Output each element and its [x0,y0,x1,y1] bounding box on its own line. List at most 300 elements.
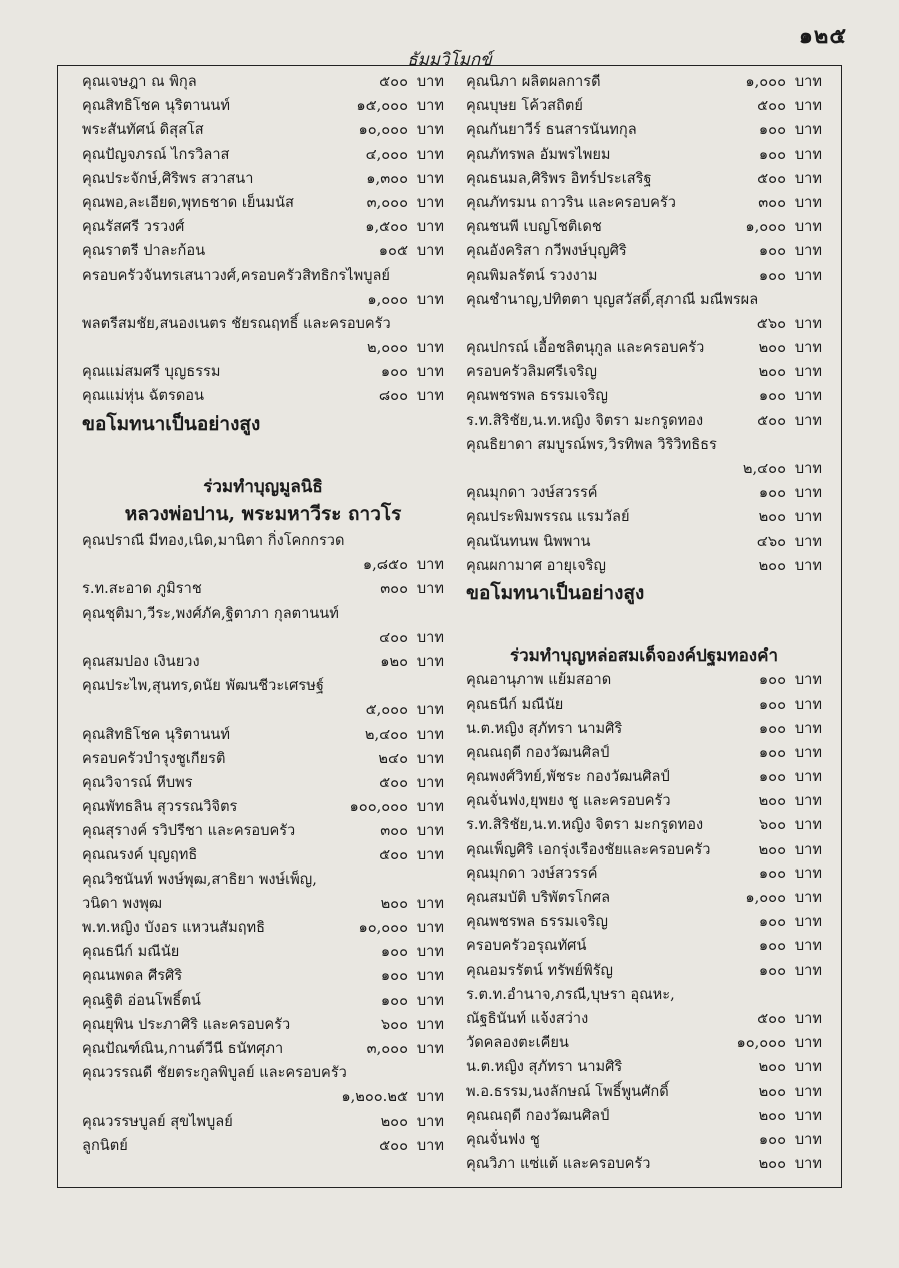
donor-name: ร.ท.สิริชัย,น.ท.หญิง จิตรา มะกรูดทอง [466,816,704,834]
donor-name: คุณฐิติ อ่อนโพธิ์ตน์ [82,991,201,1009]
donation-amount: ๑๒๐ [380,652,408,670]
donor-name: ร.ท.สิริชัย,น.ท.หญิง จิตรา มะกรูดทอง [466,411,704,429]
donor-row [82,626,444,650]
currency-label: บาท [416,798,444,816]
donor-row [82,723,444,747]
donor-name [82,336,361,360]
currency-label: บาท [794,339,822,357]
donor-row [466,717,822,741]
donor-row [82,868,444,892]
currency-label: บาท [416,894,444,912]
donation-amount: ๑๐๐ [758,266,786,284]
donation-amount: ๑,๘๕๐ [362,556,408,574]
donor-name: คุณธนมล,ศิริพร อิทร์ประเสริฐ [466,169,652,187]
donation-amount: ๒,๔๐๐ [742,460,786,477]
donor-row [82,964,444,988]
donation-amount: ๒๐๐ [380,894,408,912]
donor-row [466,409,822,433]
currency-label: บาท [416,1039,444,1057]
donor-row [466,1031,822,1055]
donor-name: พ.อ.ธรรม,นงลักษณ์ โพธิ์พูนศักดิ์ [466,1082,669,1100]
donor-name: คุณสิทธิโชค นุริตานนท์ [82,725,230,743]
currency-label: บาท [794,411,822,429]
section-heading: ร่วมทำบุญมูลนิธิ [203,476,323,497]
donor-name: คุณวรรษบูลย์ สุขไพบูลย์ [82,1112,233,1130]
donor-row [466,457,822,481]
donor-row [466,360,822,384]
donor-row [466,934,822,958]
donor-name [82,553,357,577]
donor-row [82,843,444,867]
currency-label: บาท [794,719,822,737]
donation-amount: ๑๐๐ [758,743,786,761]
currency-label: บาท [416,822,444,840]
currency-label: บาท [416,121,444,139]
left-column [82,70,444,1158]
donor-name: คุณวิชนันท์ พงษ์พุฒ,สาธิยา พงษ์เพ็ญ, [82,870,317,888]
currency-label: บาท [794,460,822,477]
donation-amount: ๑๐๐ [758,387,786,405]
currency-label: บาท [416,290,444,308]
donor-name: ครอบครัวอรุณทัศน์ [466,937,587,955]
donor-name: ร.ท.สะอาด ภูมิราช [82,580,202,598]
donor-name: คุณพงศ์วิทย์,พัชระ กองวัฒนศิลป์ [466,768,670,786]
donor-name: คุณสมปอง เงินยวง [82,652,200,670]
donation-amount: ๓๐๐ [380,822,408,840]
currency-label: บาท [794,218,822,236]
currency-label: บาท [794,97,822,115]
donor-name: คุณประพิมพรรณ แรมวัลย์ [466,508,630,526]
currency-label: บาท [794,913,822,931]
donation-amount: ๑๐๐ [758,671,786,689]
currency-label: บาท [794,695,822,713]
donor-row [82,602,444,626]
donor-name: คุณประจักษ์,ศิริพร สวาสนา [82,169,254,187]
donor-row [466,959,822,983]
donor-row [82,167,444,191]
currency-label: บาท [794,73,822,90]
donation-amount: ๒๔๐ [378,749,408,767]
donor-name: คุณณฤดี กองวัฒนศิลป์ [466,1106,610,1124]
donor-row [82,312,444,336]
currency-label: บาท [416,363,444,381]
section-heading: หลวงพ่อปาน, พระมหาวีระ ถาวโร [124,503,402,525]
donor-name: คุณเจษฎา ณ พิกุล [82,73,197,90]
currency-label: บาท [416,846,444,864]
donor-row [82,1085,444,1109]
donor-name: คุณราตรี ปาละก้อน [82,242,206,260]
currency-label: บาท [416,169,444,187]
donor-name: คุณมุกดา วงษ์สวรรค์ [466,864,598,882]
donor-name: พ.ท.หญิง บังอร แหวนสัมฤทธิ [82,919,266,936]
donor-name: คุณพชรพล ธรรมเจริญ [466,387,608,405]
currency-label: บาท [794,840,822,858]
donor-row [466,910,822,934]
donor-name: คุณผกามาศ อายุเจริญ [466,556,606,574]
currency-label: บาท [794,671,822,689]
donor-name: ลูกนิตย์ [82,1136,128,1154]
donation-amount: ๓๐๐ [758,193,786,211]
donation-amount: ๕๐๐ [379,846,408,864]
donor-row [466,239,822,263]
donor-row [466,862,822,886]
currency-label: บาท [416,1136,444,1154]
donation-amount: ๑๐,๐๐๐ [358,919,408,936]
donor-row [82,239,444,263]
donation-amount: ๑๐,๐๐๐ [736,1034,786,1052]
donation-amount: ๕๐๐ [379,73,408,90]
currency-label: บาท [416,919,444,936]
donor-name: คุณปราณี มีทอง,เนิด,มานิตา กิ่งโคกกรวด [82,532,345,549]
donor-row [82,747,444,771]
donation-amount: ๑๐๐ [380,943,408,961]
donor-row [82,771,444,795]
donor-row [82,336,444,360]
donor-row [466,505,822,529]
donation-amount: ๓๐๐ [380,580,408,598]
currency-label: บาท [416,73,444,90]
donor-row [466,1007,822,1031]
page-number: ๑๒๕ [798,23,847,49]
donor-row [466,554,822,578]
donation-amount: ๕๐๐ [379,773,408,791]
donation-amount: ๓,๐๐๐ [366,1039,408,1057]
section-heading: ขอโมทนาเป็นอย่างสูง [82,412,261,435]
donation-amount: ๑,๒๐๐.๒๕ [341,1088,408,1106]
donor-row [82,94,444,118]
donation-amount: ๒๐๐ [758,508,786,526]
currency-label: บาท [794,864,822,882]
donor-name: คุณปัณฑ์ณิน,กานต์วีนี ธนัทศุภา [82,1039,284,1057]
donor-row [82,215,444,239]
currency-label: บาท [794,1009,822,1027]
donor-name: พระสันทัศน์ ดิสุสโส [82,121,204,139]
currency-label: บาท [794,961,822,979]
donor-row [82,191,444,215]
donor-row [466,983,822,1007]
donor-name: คุณแม่หุ่น ฉัตรดอน [82,387,205,405]
donor-row [82,118,444,142]
donor-row [82,360,444,384]
donor-name: คุณสิทธิโชค นุริตานนท์ [82,97,230,115]
donor-row [82,143,444,167]
donor-name: คุณปัญจภรณ์ ไกรวิลาส [82,145,230,163]
donor-row [82,384,444,408]
currency-label: บาท [794,816,822,834]
donor-row [82,577,444,601]
donor-row [466,312,822,336]
donor-name: คุณวิภา แซ่แต้ และครอบครัว [466,1155,651,1173]
donor-row [466,167,822,191]
donor-row [82,1134,444,1158]
currency-label: บาท [416,652,444,670]
donor-row [466,693,822,717]
donor-row [82,698,444,722]
donor-name: ร.ต.ท.อำนาจ,ภรณี,บุษรา อุณหะ, [466,985,675,1003]
donation-amount: ๑๐๐ [758,913,786,931]
donor-name: วัดคลองตะเคียน [466,1034,569,1052]
currency-label: บาท [416,97,444,115]
spacer [466,608,822,632]
donation-amount: ๕๐๐ [757,169,786,187]
donation-amount: ๑๐๐ [758,937,786,955]
donation-amount: ๑,๓๐๐ [366,169,408,187]
currency-label: บาท [794,242,822,260]
currency-label: บาท [794,266,822,284]
donation-amount: ๘๐๐ [378,387,408,405]
currency-label: บาท [794,121,822,139]
donation-amount: ๔,๐๐๐ [365,145,408,163]
donation-amount: ๑๐๐ [380,363,408,381]
currency-label: บาท [794,889,822,906]
donor-row [82,529,444,553]
donor-row [466,886,822,910]
donor-name: คุณยุพิน ประภาศิริ และครอบครัว [82,1015,291,1033]
donor-row [466,215,822,239]
donation-amount: ๒๐๐ [758,556,786,574]
donor-row [466,288,822,312]
donor-row [466,765,822,789]
donation-amount: ๑๐๐ [758,864,786,882]
section-heading: ขอโมทนาเป็นอย่างสูง [466,581,645,604]
currency-label: บาท [794,1155,822,1173]
donor-name: คุณนิภา ผลิตผลการดี [466,73,601,90]
donor-row [466,1055,822,1079]
spacer [466,632,822,644]
donor-row [82,650,444,674]
donor-name: คุณภัทรมน ถาวริน และครอบครัว [466,193,676,211]
donor-row [82,1037,444,1061]
donation-amount: ๒,๔๐๐ [364,725,408,743]
currency-label: บาท [794,743,822,761]
donor-row [466,838,822,862]
donation-amount: ๕๐๐ [757,97,786,115]
currency-label: บาท [794,169,822,187]
donor-name: คุณอมรรัตน์ ทรัพย์พิรัญ [466,961,613,979]
currency-label: บาท [794,387,822,405]
donor-name: คุณชุติมา,วีระ,พงศ์ภัค,ฐิตาภา กุลตานนท์ [82,604,339,622]
donation-amount: ๑๐๐ [758,145,786,163]
donor-name: คุณธิยาดา สมบูรณ์พร,วิรทิพล วิริวิทธิธร [466,435,717,453]
donor-row [466,1152,822,1176]
donor-name: คุณชำนาญ,ปทิตตา บุญสวัสดิ์,สุภาณี มณีพรผล [466,290,759,308]
donation-amount: ๑๐๐ [758,121,786,139]
donation-amount: ๑,๕๐๐ [365,218,408,236]
donor-name: คุณวรรณดี ชัยตระกูลพิบูลย์ และครอบครัว [82,1064,347,1082]
donor-row [466,384,822,408]
donor-name: คุณธนีก์ มณีนัย [466,695,564,713]
donor-name: คุณสุรางค์ รวิปรีชา และครอบครัว [82,822,296,840]
donor-name: ครอบครัวจันทรเสนาวงศ์,ครอบครัวสิทธิกรไพบูลย์ [82,266,390,284]
donation-amount: ๑๐๐ [758,484,786,502]
donation-amount: ๒๐๐ [758,1106,786,1124]
donor-name: ครอบครัวบำรุงชูเกียรติ [82,749,226,767]
donor-row [82,916,444,940]
donation-amount: ๕,๐๐๐ [365,701,408,719]
donor-row [466,191,822,215]
donation-amount: ๑๐๐,๐๐๐ [349,798,408,816]
donation-amount: ๑๐๐ [758,719,786,737]
spacer [82,439,444,463]
donation-amount: ๒๐๐ [758,339,786,357]
donation-amount: ๑,๐๐๐ [745,218,786,236]
donor-row [82,1061,444,1085]
donor-row [466,118,822,142]
donor-row [82,1110,444,1134]
donor-name: คุณเพ็ญศิริ เอกรุ่งเรืองชัยและครอบครัว [466,840,711,858]
donor-name: คุณชนพี เบญโชติเดช [466,218,602,236]
donation-amount: ๑๐๐ [758,768,786,786]
currency-label: บาท [794,363,822,381]
currency-label: บาท [416,580,444,598]
donor-name: ครอบครัวลิมศรีเจริญ [466,363,597,381]
donor-row [466,336,822,360]
donor-name: คุณจั่นฟง,ยุพยง ชู และครอบครัว [466,792,671,810]
donor-name: คุณอังคริสา กวีพงษ์บุญศิริ [466,242,627,260]
donor-row [466,264,822,288]
donor-row [466,1080,822,1104]
currency-label: บาท [416,1088,444,1106]
donor-name: คุณจั่นฟง ชู [466,1130,540,1148]
donor-name: คุณอานุภาพ แย้มสอาด [466,671,612,689]
donor-name: คุณนพดล ศีรศิริ [82,967,183,985]
donor-row [466,813,822,837]
donor-name: คุณประไพ,สุนทร,ดนัย พัฒนชีวะเศรษฐ์ [82,677,324,695]
currency-label: บาท [794,508,822,526]
donor-row [466,530,822,554]
donation-amount: ๓,๐๐๐ [366,193,408,211]
currency-label: บาท [416,943,444,961]
currency-label: บาท [794,937,822,955]
donor-row [466,789,822,813]
donor-row [466,94,822,118]
donor-row [82,553,444,577]
donation-amount: ๑,๐๐๐ [367,290,408,308]
donor-name: วนิดา พงพุฒ [82,894,163,912]
donor-row [466,1128,822,1152]
donor-row [466,481,822,505]
donation-amount: ๑๐๐ [758,1130,786,1148]
currency-label: บาท [794,314,822,332]
donor-row [82,940,444,964]
donor-row [82,288,444,312]
donor-name: คุณพชรพล ธรรมเจริญ [466,913,608,931]
donor-name [82,1085,335,1109]
donor-name: คุณบุษย โค้วสถิตย์ [466,97,583,115]
currency-label: บาท [416,725,444,743]
donor-name: คุณธนีก์ มณีนัย [82,943,180,961]
currency-label: บาท [416,387,444,405]
donor-row [466,1104,822,1128]
currency-label: บาท [416,1112,444,1130]
donor-name: คุณสมบัติ บริพัตรโกศล [466,889,611,906]
currency-label: บาท [794,1082,822,1100]
donation-amount: ๒๐๐ [758,363,786,381]
donor-row [466,741,822,765]
donor-name: คุณนันทนพ นิพพาน [466,532,591,550]
donor-row [82,70,444,94]
currency-label: บาท [416,145,444,163]
donation-amount: ๑๐๐ [758,242,786,260]
donor-row [466,70,822,94]
currency-label: บาท [794,484,822,502]
donor-name: คุณปกรณ์ เอื้อชลิตนุกูล และครอบครัว [466,339,705,357]
donation-amount: ๕๖๐ [756,314,786,332]
donor-row [82,819,444,843]
donor-name: คุณพิมลรัตน์ รวงงาม [466,266,598,284]
donor-name [82,698,360,722]
donor-name [466,457,737,481]
donation-amount: ๑๐๐ [758,961,786,979]
currency-label: บาท [794,1130,822,1148]
donor-name: คุณภัทรพล อัมพรไพยม [466,145,611,163]
donor-row [82,892,444,916]
currency-label: บาท [416,242,444,260]
currency-label: บาท [794,768,822,786]
currency-label: บาท [794,792,822,810]
currency-label: บาท [794,1058,822,1076]
donor-name [82,626,373,650]
donor-name [466,312,751,336]
donor-name: คุณพัทธลิน สุวรรณวิจิตร [82,798,238,816]
currency-label: บาท [794,1034,822,1052]
donor-row [82,795,444,819]
donor-row [466,433,822,457]
donation-amount: ๒๐๐ [758,840,786,858]
donor-name: คุณณฤดี กองวัฒนศิลป์ [466,743,610,761]
donor-row [82,674,444,698]
currency-label: บาท [416,749,444,767]
donor-row [82,1013,444,1037]
donation-amount: ๕๐๐ [757,1009,786,1027]
currency-label: บาท [794,145,822,163]
donation-amount: ๑๐๐ [380,991,408,1009]
right-column [466,70,822,1176]
currency-label: บาท [416,1015,444,1033]
currency-label: บาท [794,1106,822,1124]
donation-amount: ๑,๐๐๐ [745,73,786,90]
donor-row [466,143,822,167]
donor-name: คุณกันยาวีร์ ธนสารนันทกุล [466,121,637,139]
donation-amount: ๒,๐๐๐ [367,339,408,357]
donor-row [466,668,822,692]
donation-amount: ๖๐๐ [380,1015,408,1033]
donation-amount: ๒๐๐ [758,1155,786,1173]
donation-amount: ๕๐๐ [757,411,786,429]
currency-label: บาท [416,193,444,211]
donor-name: คุณมุกดา วงษ์สวรรค์ [466,484,598,502]
donation-amount: ๕๐๐ [379,1136,408,1154]
currency-label: บาท [416,773,444,791]
currency-label: บาท [416,339,444,357]
currency-label: บาท [416,218,444,236]
donation-amount: ๑๐๐ [758,695,786,713]
donor-row [82,264,444,288]
running-header: ธัมมวิโมกข์ [407,50,492,70]
section-heading: ร่วมทำบุญหล่อสมเด็จองค์ปฐมทองคำ [509,646,779,667]
currency-label: บาท [416,701,444,719]
donor-name: น.ต.หญิง สุภัทรา นามศิริ [466,1058,623,1076]
spacer [82,463,444,475]
donation-amount: ๔๐๐ [379,628,408,646]
donor-name [82,288,361,312]
donor-name: ณัฐธินันท์ แจ้งสว่าง [466,1009,589,1027]
donation-amount: ๖๐๐ [758,816,786,834]
donor-row [82,989,444,1013]
currency-label: บาท [416,967,444,985]
donation-amount: ๑,๐๐๐ [745,889,786,906]
donor-name: น.ต.หญิง สุภัทรา นามศิริ [466,719,623,737]
